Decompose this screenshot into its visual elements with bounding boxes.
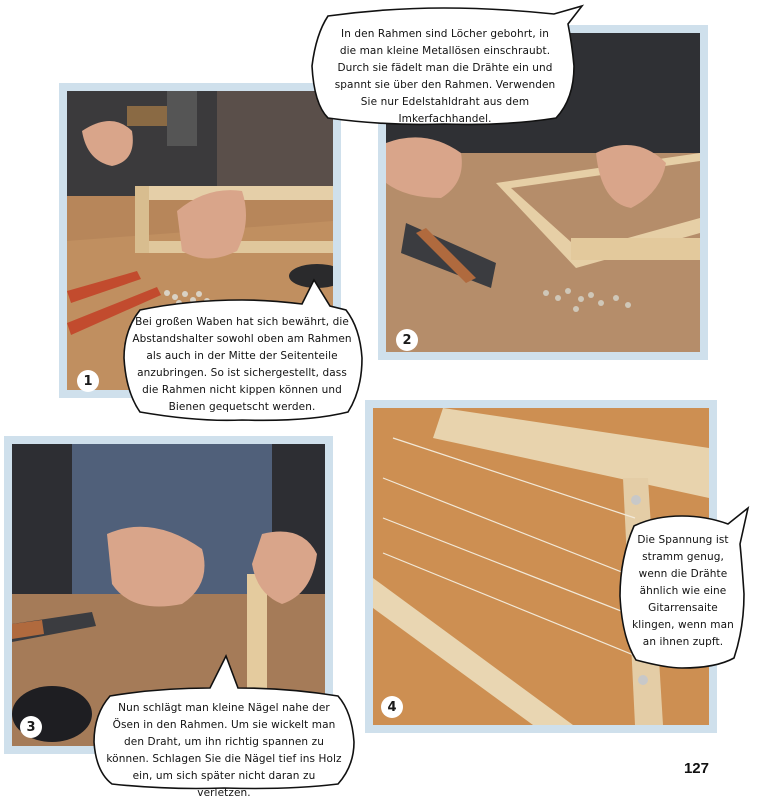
bubble-bottom-left-text: Nun schlägt man kleine Nägel nahe der Ösen in den Rahmen. Um sie wickelt man den Draht, um ihn richtig spannen zu können. Schlagen Sie die Nägel tief ins Holz ein, um sich später nicht daran zu verletzen. [106,702,342,799]
step-number-2: 2 [396,329,418,351]
step-number-3: 3 [20,716,42,738]
speech-bubble-middle-left [118,280,366,426]
step-number-1: 1 [77,370,99,392]
bubble-top-text: In den Rahmen sind Löcher gebohrt, in die man kleine Metallösen einschraubt. Durch sie fädelt man die Drähte ein und spannt sie über den Rahmen. Verwenden Sie nur Edelstahldraht aus dem Imkerfachhandel. [334,28,556,125]
bubble-middle-left-text: Bei großen Waben hat sich bewährt, die Abstandshalter sowohl oben am Rahmen als auch in der Mitte der Seitenteile anzubringen. So ist sichergestellt, dass die Rahmen nicht kippen können und Bienen gequetscht werden. [132,316,352,413]
bubble-right-text: Die Spannung ist stramm genug, wenn die Drähte ähnlich wie eine Gitarrensaite klingen, wenn man an ihnen zupft. [632,534,734,648]
speech-bubble-top [306,4,582,130]
page-number: 127 [683,760,709,777]
speech-bubble-right [616,508,750,672]
speech-bubble-bottom-left [88,656,360,799]
step-number-4: 4 [381,696,403,718]
